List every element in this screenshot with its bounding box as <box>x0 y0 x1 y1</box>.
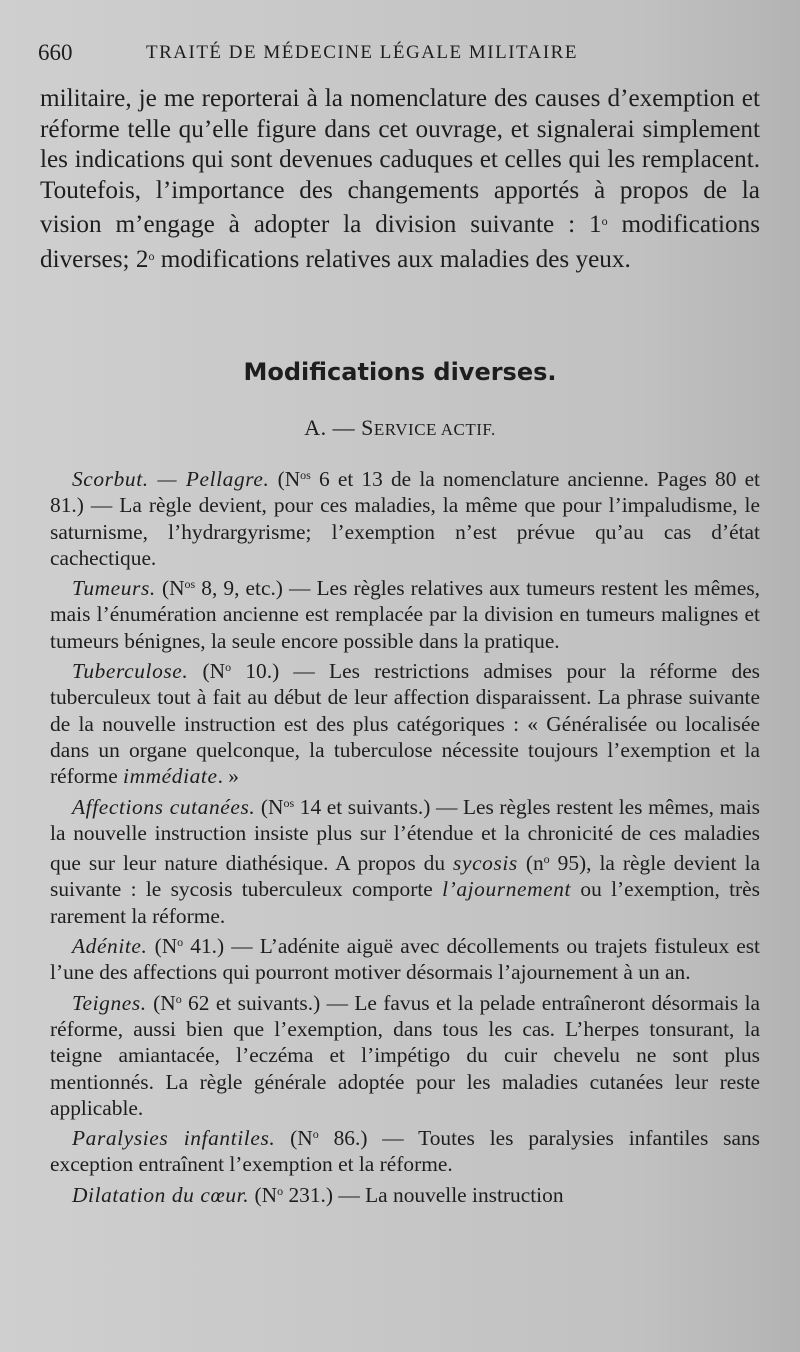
entry-text: L’adénite aiguë avec décollements ou trajets fistuleux est l’une des affections qui pourront motiver désormais l’ajournement à un an. <box>50 934 760 985</box>
entry-ref: (N <box>188 659 226 684</box>
entry-ref: 8, 9, etc.) — <box>195 576 317 601</box>
entry-ref: 86.) — <box>318 1126 419 1151</box>
entry-ref-sup: os <box>184 577 196 592</box>
entry-text: La nouvelle instruction <box>365 1182 564 1207</box>
entry-ref-sup: os <box>300 468 311 482</box>
entry-teignes <box>50 986 760 1121</box>
intro-text: modifications diverses; 2 <box>40 211 760 273</box>
entry-text: La règle devient, pour ces maladies, la même que pour l’impaludisme, le saturnisme, l’hydrargyrisme; l’exemption n’est prévue qu’au cas d’état cachectique. <box>50 493 760 570</box>
entry-ref: (N <box>146 990 176 1015</box>
entry-text: Les règles restent les mêmes, mais la nouvelle instruction insiste plus sur l’étendue et la chronicité de ces maladies que sur leur nature diathésique. A propos du <box>50 794 760 876</box>
entries <box>50 462 760 1208</box>
page-header <box>38 40 760 76</box>
entry-term: Paralysies infantiles. <box>72 1126 276 1151</box>
entry-ref: (N <box>275 1126 313 1151</box>
subsection-initial: S <box>361 415 374 440</box>
entry-adenite <box>50 929 760 986</box>
entry-paralysies-infantiles <box>50 1121 760 1178</box>
subsection-prefix: A. — <box>304 415 362 440</box>
entry-term: Scorbut. — Pellagre. <box>72 467 270 491</box>
entry-emphasis: immédiate <box>123 764 218 789</box>
entry-text: Le favus et la pelade entraîneront désormais la réforme, aussi bien que l’exemption, dans tous les cas. L’herpes tonsurant, la teigne amiantacée, l’eczéma et l’impétigo du cuir chevelu ne sont plus mentionnés. La règle générale adoptée pour les maladies cutanées leur reste applicable. <box>50 990 761 1120</box>
entry-text: Toutes les paralysies infantiles sans exception entraînent l’exemption et la réforme. <box>50 1126 760 1177</box>
subsection-title <box>0 415 800 441</box>
entry-ref: (N <box>249 1182 278 1207</box>
entry-tuberculose <box>50 654 760 789</box>
entry-ref-sup: os <box>283 795 295 810</box>
entry-ref: 6 et 13 de la nomenclature ancienne. Pages 80 et 81.) — <box>50 467 761 518</box>
entry-text: Les restrictions admises pour la réforme des tuberculeux tout à fait au début de leur affection disparaissent. La phrase suivante de la nouvelle instruction est des plus catégoriques : « Généralisée ou localisée dans un organe quelconque, la tuberculose nécessite toujours l’exemption et la réforme <box>50 659 761 789</box>
entry-ref: (N <box>269 467 301 491</box>
intro-text: modifications relatives aux maladies des yeux. <box>154 245 631 273</box>
entry-ref: (N <box>255 794 284 819</box>
intro-text: militaire, je me reporterai à la nomenclature des causes d’exemption et réforme telle qu’elle figure dans cet ouvrage, et signalerai simplement les indications qui sont devenues caduques et celles qui les remplacent. Toutefois, l’importance des changements apportés à propos de la vision m’engage à adopter la division suivante : 1 <box>40 85 760 239</box>
entry-ref: (N <box>147 934 178 959</box>
entry-ref-sup: o <box>177 935 184 950</box>
entry-text: ou l’exemption, très rarement la réforme. <box>50 877 760 928</box>
entry-text: (n <box>517 851 544 876</box>
intro-paragraph <box>40 84 760 276</box>
entry-ref-sup: o <box>225 660 232 675</box>
entry-ref: 231.) — <box>283 1182 366 1207</box>
entry-text: . » <box>217 764 239 789</box>
entry-ref: (N <box>155 576 185 601</box>
entry-ref: 62 et suivants.) — <box>181 990 355 1015</box>
entry-emphasis: l’ajournement <box>442 877 572 902</box>
entry-term: Adénite. <box>72 934 148 959</box>
page-number: 660 <box>38 40 73 65</box>
entry-term: Tumeurs. <box>72 576 156 601</box>
section-title: Modifications diverses. <box>243 358 557 386</box>
entry-text: 95), la règle devient la suivante : le sycosis tuberculeux comporte <box>50 851 761 902</box>
ordinal-sup: o <box>601 214 608 229</box>
entry-ref: 41.) — <box>183 934 260 959</box>
entry-term: Tuberculose. <box>72 659 189 684</box>
entry-term: Dilatation du cœur. <box>72 1182 250 1207</box>
entry-term: Teignes. <box>72 990 147 1015</box>
entry-scorbut <box>50 462 760 571</box>
entry-ref-sup: o <box>312 1127 319 1142</box>
entry-emphasis: sycosis <box>453 851 518 876</box>
entry-ref-sup: o <box>277 1183 284 1198</box>
entry-term: Affections cutanées. <box>72 794 256 819</box>
ordinal-sup: o <box>148 248 155 263</box>
entry-dilatation-coeur <box>50 1178 760 1208</box>
entry-ref: 14 et suivants.) — <box>294 794 463 819</box>
entry-ref-sup: o <box>543 852 550 867</box>
running-title: TRAITÉ DE MÉDECINE LÉGALE MILITAIRE <box>146 42 578 63</box>
entry-ref: 10.) — <box>231 659 330 684</box>
entry-affections-cutanees <box>50 790 760 929</box>
entry-ref-sup: o <box>175 991 182 1006</box>
entry-tumeurs <box>50 571 760 654</box>
subsection-rest: ERVICE ACTIF. <box>373 420 496 439</box>
entry-text: Les règles relatives aux tumeurs restent les mêmes, mais l’énumération ancienne est remplacée par la division en tumeurs malignes et tumeurs bénignes, la seule encore possible dans la pratique. <box>50 576 760 653</box>
